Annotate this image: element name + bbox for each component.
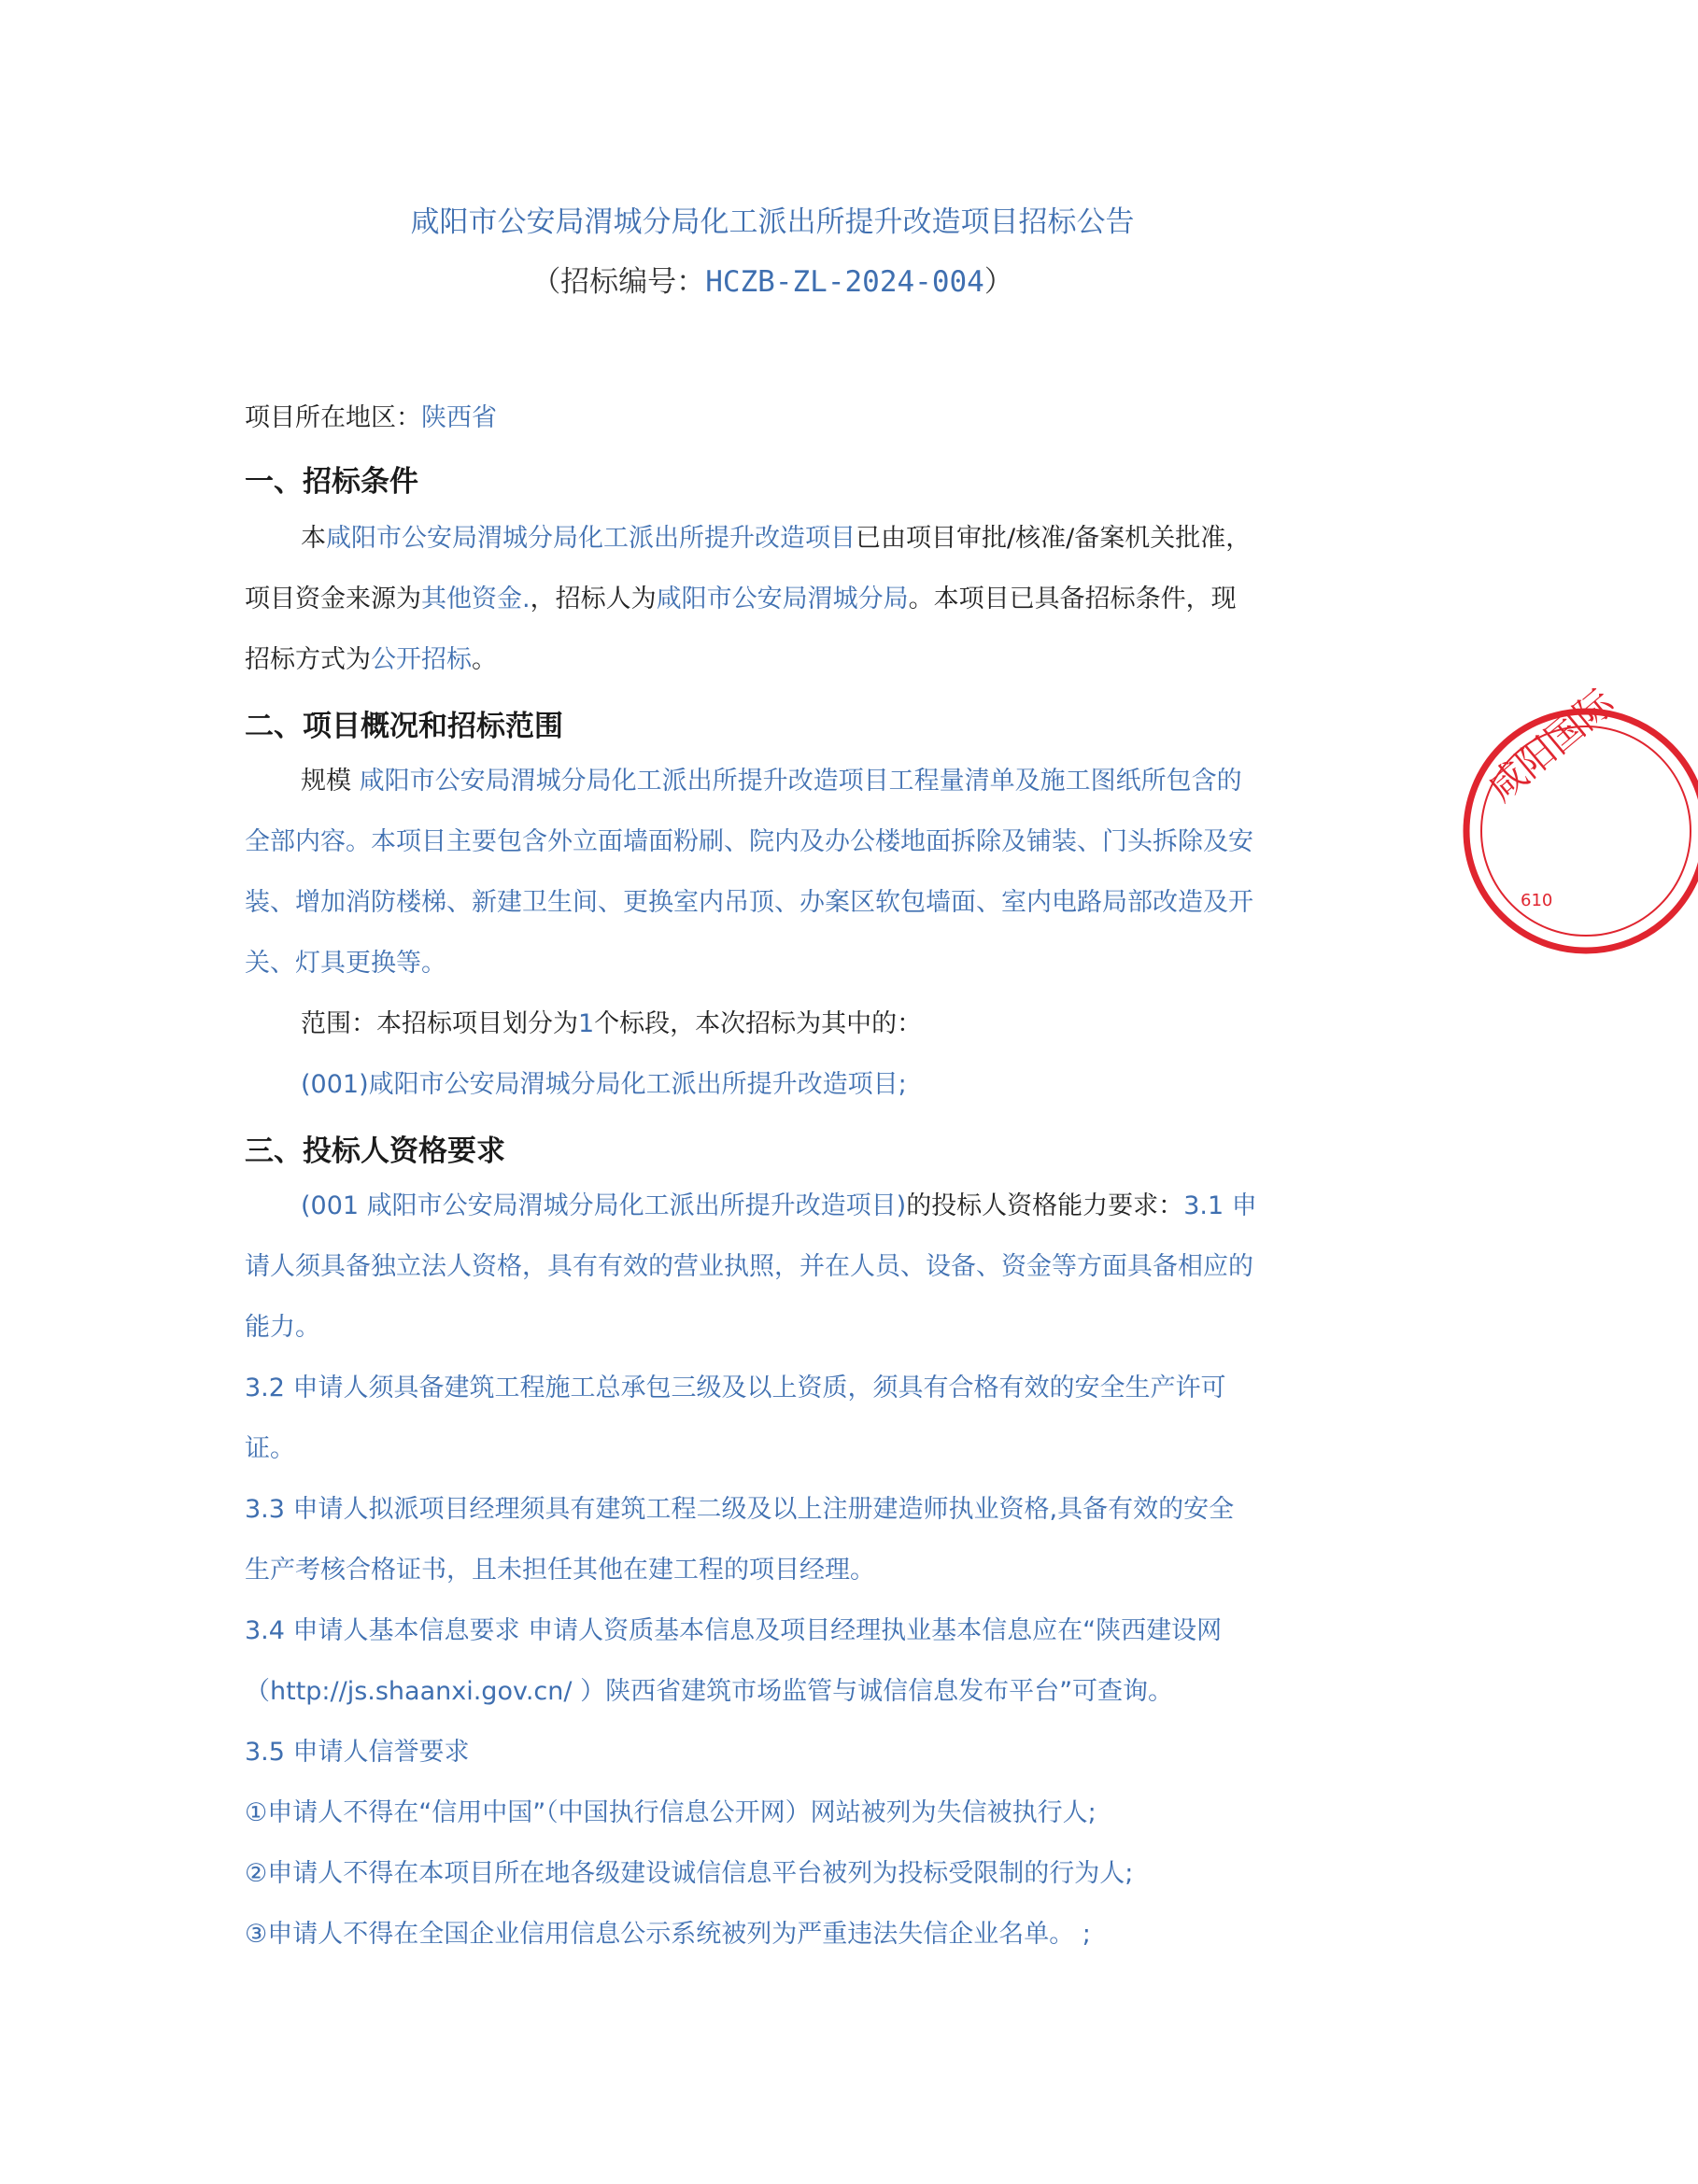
credit-item-1: ①申请人不得在“信用中国”（中国执行信息公开网）网站被列为失信被执行人;: [245, 1798, 1097, 1827]
range-line: [301, 1006, 1328, 1043]
seal-stamp: [1446, 681, 1698, 971]
req-3-2-line-1: 3.2 申请人须具备建筑工程施工总承包三级及以上资质，须具有合格有效的安全生产许可: [245, 1374, 1226, 1402]
s1-text: 招标方式为: [245, 645, 371, 674]
s3-line-2: 请人须具备独立法人资格，具有有效的营业执照，并在人员、设备、资金等方面具备相应的: [245, 1252, 1253, 1281]
project-name: 咸阳市公安局渭城分局化工派出所提升改造项目: [326, 524, 856, 553]
s3-line-3: 能力。: [245, 1313, 320, 1342]
doc-code: [0, 258, 1545, 300]
section-1-heading: 一、招标条件: [245, 465, 418, 499]
section-2-heading: 二、项目概况和招标范围: [245, 710, 563, 743]
req-3-5-line: 3.5 申请人信誉要求: [245, 1738, 470, 1767]
lot-count: 1: [578, 1009, 595, 1038]
scale-label: 规模: [301, 767, 351, 796]
code-value: HCZB-ZL-2024-004: [705, 265, 984, 299]
s1-line-3: [245, 641, 1328, 679]
region-line: [245, 400, 1328, 437]
s1-text: 已由项目审批/核准/备案机关批准，: [856, 524, 1252, 553]
s1-line-1: [301, 520, 1328, 557]
s1-text: 项目资金来源为: [245, 585, 421, 613]
doc-title: 咸阳市公安局渭城分局化工派出所提升改造项目招标公告: [410, 205, 1135, 239]
req-3-3-line-1: 3.3 申请人拟派项目经理须具有建筑工程二级及以上注册建造师执业资格,具备有效的安全: [245, 1495, 1235, 1524]
s3-line-1: [301, 1188, 1328, 1225]
req-3-4-line-1: 3.4 申请人基本信息要求 申请人资质基本信息及项目经理执业基本信息应在“陕西建设网: [245, 1616, 1223, 1645]
s1-text: 。: [472, 645, 497, 674]
tenderer: 咸阳市公安局渭城分局: [656, 585, 909, 613]
section-3-heading: 三、投标人资格要求: [245, 1134, 505, 1168]
tender-method: 公开招标: [371, 645, 472, 674]
region-value: 陕西省: [421, 403, 497, 432]
s1-line-2: [245, 581, 1328, 618]
scale-line-1: [301, 763, 1328, 800]
req-3-2-line-2: 证。: [245, 1434, 295, 1463]
credit-item-2: ②申请人不得在本项目所在地各级建设诚信信息平台被列为投标受限制的行为人;: [245, 1859, 1134, 1888]
svg-text:610: 610: [1521, 891, 1553, 910]
lot-line: (001)咸阳市公安局渭城分局化工派出所提升改造项目;: [301, 1070, 907, 1099]
credit-item-3: ③申请人不得在全国企业信用信息公示系统被列为严重违法失信企业名单。 ;: [245, 1920, 1091, 1949]
s1-text: 。本项目已具备招标条件，现: [908, 585, 1237, 613]
scale-line-3: 装、增加消防楼梯、新建卫生间、更换室内吊顶、办案区软包墙面、室内电路局部改造及开: [245, 888, 1253, 917]
svg-text:咸阳国际: 咸阳国际: [1479, 681, 1622, 810]
s1-text: ，招标人为: [530, 585, 657, 613]
req-3-3-line-2: 生产考核合格证书，且未担任其他在建工程的项目经理。: [245, 1556, 875, 1585]
range-text: 个标段，本次招标为其中的：: [594, 1009, 923, 1038]
s1-text: 本: [301, 524, 326, 553]
code-suffix: ）: [983, 265, 1013, 299]
lot-ref: (001 咸阳市公安局渭城分局化工派出所提升改造项目): [301, 1191, 907, 1220]
req-3-4-line-2: （http://js.shaanxi.gov.cn/ ）陕西省建筑市场监管与诚信信息发布平台”可查询。: [245, 1677, 1174, 1706]
s3-text: 3.1 申: [1183, 1191, 1257, 1220]
code-prefix: （招标编号：: [531, 265, 706, 299]
range-text: 范围：本招标项目划分为: [301, 1009, 578, 1038]
s3-text: 的投标人资格能力要求：: [906, 1191, 1184, 1220]
scale-text: 咸阳市公安局渭城分局化工派出所提升改造项目工程量清单及施工图纸所包含的: [359, 767, 1242, 796]
scale-line-4: 关、灯具更换等。: [245, 949, 446, 978]
scale-line-2: 全部内容。本项目主要包含外立面墙面粉刷、院内及办公楼地面拆除及铺装、门头拆除及安: [245, 827, 1253, 856]
fund-source: 其他资金.: [421, 585, 531, 613]
region-label: 项目所在地区：: [245, 403, 421, 432]
